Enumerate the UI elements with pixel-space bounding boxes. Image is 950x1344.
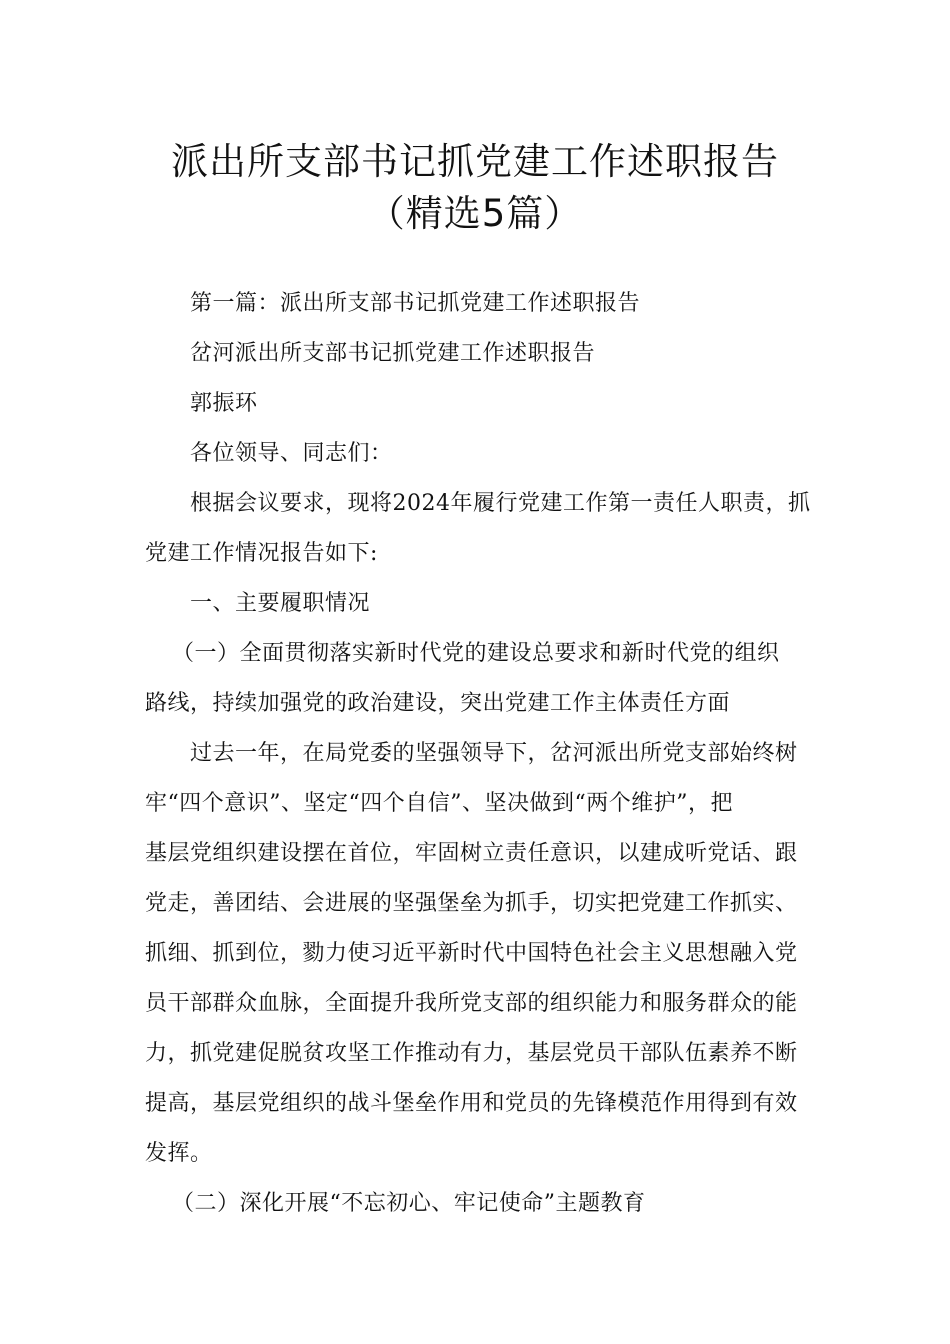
paragraph-line: 牢“四个意识”、坚定“四个自信”、坚决做到“两个维护”，把	[145, 791, 733, 816]
section-heading-first: 第一篇：派出所支部书记抓党建工作述职报告	[190, 291, 641, 316]
paragraph-line: 抓细、抓到位，勠力使习近平新时代中国特色社会主义思想融入党	[145, 941, 798, 966]
paragraph-line: 提高，基层党组织的战斗堡垒作用和党员的先锋模范作用得到有效	[145, 1091, 798, 1116]
paragraph-line: 员干部群众血脉，全面提升我所党支部的组织能力和服务群众的能	[145, 991, 798, 1016]
paragraph-line: 根据会议要求，现将2024年履行党建工作第一责任人职责，抓	[190, 491, 811, 516]
paragraph-line: 过去一年，在局党委的坚强领导下，岔河派出所党支部始终树	[190, 741, 798, 766]
subsection-heading: （二）深化开展“不忘初心、牢记使命”主题教育	[172, 1191, 646, 1216]
salutation: 各位领导、同志们：	[190, 441, 393, 466]
paragraph-line: 基层党组织建设摆在首位，牢固树立责任意识，以建成听党话、跟	[145, 841, 798, 866]
document-title: 派出所支部书记抓党建工作述职报告	[171, 140, 779, 183]
author-name: 郭振环	[190, 391, 258, 416]
document-subtitle: （精选5篇）	[367, 192, 583, 235]
section-heading: 一、主要履职情况	[190, 591, 371, 616]
subsection-heading-cont: 路线，持续加强党的政治建设，突出党建工作主体责任方面	[145, 691, 731, 716]
report-title: 岔河派出所支部书记抓党建工作述职报告	[190, 341, 596, 366]
paragraph-line: 党走，善团结、会进展的坚强堡垒为抓手，切实把党建工作抓实、	[145, 891, 798, 916]
paragraph-line: 党建工作情况报告如下:	[145, 541, 378, 566]
paragraph-line: 发挥。	[145, 1141, 213, 1166]
subsection-heading: （一）全面贯彻落实新时代党的建设总要求和新时代党的组织	[172, 641, 780, 666]
paragraph-line: 力，抓党建促脱贫攻坚工作推动有力，基层党员干部队伍素养不断	[145, 1041, 798, 1066]
